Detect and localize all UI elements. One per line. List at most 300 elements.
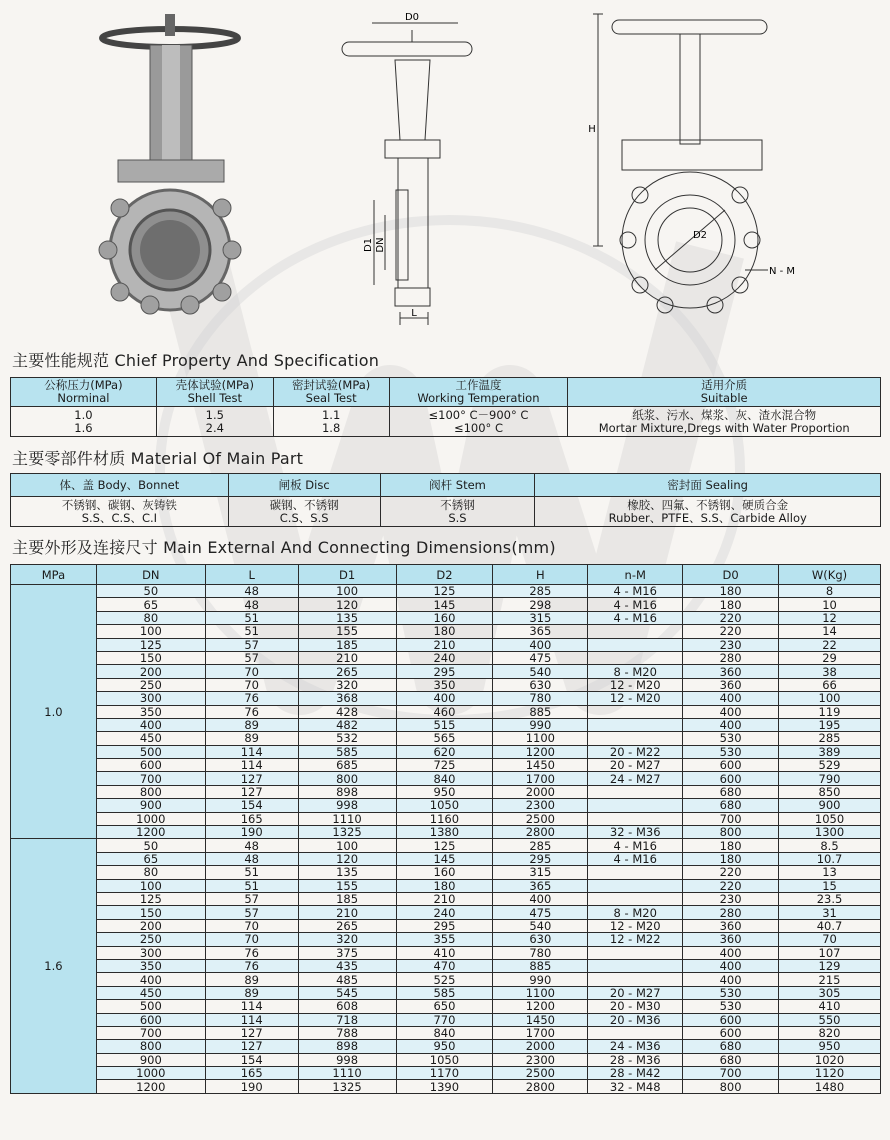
table-cell: 950 [396,1040,493,1053]
table-cell: 165 [205,812,298,825]
table-cell: 460 [396,705,493,718]
table-row [11,866,881,879]
table-cell: 240 [396,906,493,919]
table-cell: 585 [396,986,493,999]
table-cell: 250 [96,933,205,946]
mpa-group-cell: 1.6 [11,839,97,1093]
table-cell: 1160 [396,812,493,825]
table-cell: 565 [396,732,493,745]
table-cell: 1110 [298,1067,396,1080]
table-cell: 89 [205,732,298,745]
table-row [11,839,881,852]
table-cell: 180 [396,879,493,892]
label-d2: D2 [692,230,708,241]
table-row [11,745,881,758]
table-cell: 770 [396,1013,493,1026]
table-cell: 20 - M27 [588,759,683,772]
table-cell: 898 [298,785,396,798]
table-cell: 515 [396,718,493,731]
table-cell: 155 [298,879,396,892]
table-cell: 530 [683,745,779,758]
table-cell: 100 [779,692,881,705]
spec-header-suitable: 适用介质 Suitable [568,378,881,407]
table-cell: 298 [493,598,588,611]
table-row [11,812,881,825]
table-cell: 485 [298,973,396,986]
table-cell: 410 [779,1000,881,1013]
material-table [10,473,881,527]
table-cell: 998 [298,799,396,812]
table-cell [588,785,683,798]
table-cell: 70 [205,919,298,932]
table-cell: 66 [779,678,881,691]
table-cell: 525 [396,973,493,986]
table-cell: 600 [96,759,205,772]
table-cell: 4 - M16 [588,611,683,624]
table-cell: 1380 [396,826,493,839]
table-row [11,906,881,919]
table-cell: 32 - M48 [588,1080,683,1093]
table-cell: 12 [779,611,881,624]
table-cell: 155 [298,625,396,638]
table-row [11,678,881,691]
table-cell: 600 [683,759,779,772]
table-cell: 800 [683,826,779,839]
table-cell: 80 [96,866,205,879]
table-cell: 540 [493,665,588,678]
table-cell: 718 [298,1013,396,1026]
table-cell: 1200 [493,745,588,758]
dimensions-header-cell: n-M [588,565,683,585]
table-cell: 1110 [298,812,396,825]
table-cell: 1100 [493,986,588,999]
table-cell: 630 [493,933,588,946]
label-dn: DN [375,237,386,253]
table-cell: 125 [396,839,493,852]
table-cell: 8.5 [779,839,881,852]
table-cell: 127 [205,1026,298,1039]
table-cell: 48 [205,839,298,852]
table-cell: 24 - M27 [588,772,683,785]
table-cell: 120 [298,852,396,865]
table-cell: 700 [96,1026,205,1039]
table-cell: 230 [683,892,779,905]
table-row [11,933,881,946]
table-cell: 22 [779,638,881,651]
table-cell: 360 [683,678,779,691]
dimensions-header-cell: L [205,565,298,585]
table-cell: 950 [779,1040,881,1053]
dimensions-header-cell: H [493,565,588,585]
table-cell: 190 [205,826,298,839]
table-cell: 400 [683,946,779,959]
table-row [11,705,881,718]
table-cell: 400 [683,705,779,718]
table-row [11,1000,881,1013]
table-cell: 76 [205,705,298,718]
table-cell: 89 [205,718,298,731]
material-sealing: 橡胶、四氟、不锈钢、硬质合金 Rubber、PTFE、S.S、Carbide Alloy [535,497,881,527]
table-cell: 545 [298,986,396,999]
table-cell: 107 [779,946,881,959]
table-cell: 4 - M16 [588,839,683,852]
table-cell: 800 [298,772,396,785]
table-cell: 51 [205,879,298,892]
table-row [11,1026,881,1039]
table-cell: 160 [396,611,493,624]
table-cell: 900 [96,1053,205,1066]
table-cell: 57 [205,906,298,919]
table-cell: 350 [96,959,205,972]
table-cell: 70 [205,678,298,691]
table-cell: 608 [298,1000,396,1013]
table-cell: 600 [683,1026,779,1039]
table-cell: 180 [683,585,779,598]
table-cell: 1050 [396,1053,493,1066]
table-row [11,625,881,638]
table-cell: 100 [96,625,205,638]
table-cell: 100 [298,585,396,598]
table-cell: 89 [205,986,298,999]
table-cell: 120 [298,598,396,611]
table-cell: 800 [683,1080,779,1093]
table-cell: 990 [493,718,588,731]
table-cell: 295 [396,665,493,678]
table-cell: 12 - M20 [588,692,683,705]
table-cell: 114 [205,1000,298,1013]
table-cell: 150 [96,906,205,919]
table-cell: 230 [683,638,779,651]
table-cell: 40.7 [779,919,881,932]
table-cell: 8 - M20 [588,906,683,919]
label-d1: D1 [363,237,374,253]
table-cell: 4 - M16 [588,598,683,611]
table-row [11,772,881,785]
table-cell: 315 [493,611,588,624]
table-cell: 700 [683,1067,779,1080]
table-cell: 600 [683,772,779,785]
table-cell: 300 [96,692,205,705]
table-cell: 350 [96,705,205,718]
table-cell: 127 [205,1040,298,1053]
table-cell: 145 [396,598,493,611]
table-row [11,986,881,999]
label-l: L [411,308,417,319]
table-cell: 530 [683,1000,779,1013]
table-cell: 215 [779,973,881,986]
table-cell: 70 [205,665,298,678]
table-cell: 320 [298,933,396,946]
table-cell: 114 [205,759,298,772]
table-cell: 1100 [493,732,588,745]
table-cell [588,732,683,745]
table-row [11,973,881,986]
dimensions-header-cell: D0 [683,565,779,585]
table-cell [588,866,683,879]
table-cell: 28 - M42 [588,1067,683,1080]
table-cell: 400 [493,892,588,905]
table-cell: 355 [396,933,493,946]
table-cell: 470 [396,959,493,972]
dimensions-header-cell: MPa [11,565,97,585]
table-cell: 70 [779,933,881,946]
dimensions-header-cell: D1 [298,565,396,585]
table-cell: 450 [96,732,205,745]
table-cell: 4 - M16 [588,585,683,598]
spec-shell: 1.5 2.4 [156,407,273,437]
spec-header-shell: 壳体试验(MPa) Shell Test [156,378,273,407]
table-row [11,892,881,905]
table-cell: 210 [396,892,493,905]
table-cell: 29 [779,651,881,664]
spec-header-seal: 密封试验(MPa) Seal Test [273,378,389,407]
table-cell: 1200 [493,1000,588,1013]
drawings-area [0,0,890,340]
table-cell: 127 [205,785,298,798]
mpa-group-cell: 1.0 [11,585,97,839]
table-cell: 15 [779,879,881,892]
table-row [11,692,881,705]
table-cell: 190 [205,1080,298,1093]
table-row [11,826,881,839]
table-cell: 285 [779,732,881,745]
table-cell: 2300 [493,799,588,812]
table-cell: 435 [298,959,396,972]
table-row [11,919,881,932]
table-cell: 195 [779,718,881,731]
table-cell: 365 [493,879,588,892]
material-header-body: 体、盖 Body、Bonnet [11,474,229,497]
dimensions-header-cell: D2 [396,565,493,585]
table-cell: 185 [298,892,396,905]
table-cell: 119 [779,705,881,718]
table-cell: 620 [396,745,493,758]
table-cell: 13 [779,866,881,879]
table-cell [588,959,683,972]
table-cell: 2000 [493,1040,588,1053]
table-cell: 680 [683,1053,779,1066]
table-cell: 885 [493,959,588,972]
table-cell: 428 [298,705,396,718]
table-cell: 220 [683,866,779,879]
table-cell: 1120 [779,1067,881,1080]
table-cell: 600 [683,1013,779,1026]
table-cell: 8 - M20 [588,665,683,678]
table-cell: 725 [396,759,493,772]
spec-nominal: 1.0 1.6 [11,407,157,437]
table-cell: 20 - M27 [588,986,683,999]
table-cell: 4 - M16 [588,852,683,865]
table-cell: 240 [396,651,493,664]
table-cell: 220 [683,879,779,892]
table-cell [588,1026,683,1039]
table-row [11,799,881,812]
table-cell: 2300 [493,1053,588,1066]
dimensions-table [10,564,881,1094]
table-row [11,1067,881,1080]
table-cell: 532 [298,732,396,745]
table-cell: 780 [493,692,588,705]
table-cell: 1050 [779,812,881,825]
table-cell: 305 [779,986,881,999]
table-cell: 585 [298,745,396,758]
table-cell: 840 [396,772,493,785]
table-cell: 180 [683,852,779,865]
table-cell: 23.5 [779,892,881,905]
material-heading: 主要零部件材质 Material Of Main Part [12,449,304,468]
table-cell: 180 [683,598,779,611]
table-cell [588,625,683,638]
table-cell: 850 [779,785,881,798]
table-cell [588,651,683,664]
table-cell: 20 - M22 [588,745,683,758]
table-cell: 125 [96,638,205,651]
label-h: H [588,124,596,135]
spec-temp: ≤100° C－900° C ≤100° C [389,407,568,437]
table-cell: 1050 [396,799,493,812]
table-cell: 530 [683,732,779,745]
table-cell: 57 [205,638,298,651]
table-row [11,718,881,731]
table-cell: 400 [683,692,779,705]
table-cell: 250 [96,678,205,691]
table-cell: 1020 [779,1053,881,1066]
table-cell: 1325 [298,826,396,839]
table-cell: 1325 [298,1080,396,1093]
table-cell: 200 [96,665,205,678]
table-cell: 400 [396,692,493,705]
table-cell: 76 [205,946,298,959]
table-cell: 70 [205,933,298,946]
table-cell: 180 [683,839,779,852]
spec-header-nominal: 公称压力(MPa) Norminal [11,378,157,407]
table-cell [588,705,683,718]
table-cell: 685 [298,759,396,772]
table-cell: 20 - M30 [588,1000,683,1013]
table-cell [588,879,683,892]
table-row [11,732,881,745]
side-section-drawing [342,23,472,325]
table-cell: 482 [298,718,396,731]
table-cell: 8 [779,585,881,598]
material-stem: 不锈钢 S.S [380,497,535,527]
table-cell: 410 [396,946,493,959]
table-cell: 76 [205,959,298,972]
table-cell: 350 [396,678,493,691]
table-cell: 680 [683,1040,779,1053]
table-row [11,879,881,892]
table-cell: 145 [396,852,493,865]
table-cell: 360 [683,933,779,946]
table-cell: 180 [396,625,493,638]
table-cell: 1000 [96,812,205,825]
table-cell: 800 [96,1040,205,1053]
table-cell: 365 [493,625,588,638]
table-cell: 24 - M36 [588,1040,683,1053]
table-cell: 135 [298,611,396,624]
table-cell: 31 [779,906,881,919]
table-cell: 475 [493,651,588,664]
table-cell: 360 [683,919,779,932]
table-cell: 530 [683,986,779,999]
table-cell: 125 [96,892,205,905]
dimensions-header-cell: W(Kg) [779,565,881,585]
table-cell: 900 [96,799,205,812]
table-cell: 154 [205,799,298,812]
table-cell: 300 [96,946,205,959]
table-cell: 280 [683,651,779,664]
table-cell: 210 [396,638,493,651]
table-cell: 400 [683,718,779,731]
table-cell: 680 [683,785,779,798]
table-cell: 185 [298,638,396,651]
table-row [11,611,881,624]
table-cell: 950 [396,785,493,798]
table-cell: 840 [396,1026,493,1039]
table-cell: 135 [298,866,396,879]
table-cell: 375 [298,946,396,959]
table-cell: 630 [493,678,588,691]
table-cell: 129 [779,959,881,972]
table-row [11,638,881,651]
table-cell: 475 [493,906,588,919]
label-nm: N - M [768,266,796,277]
table-cell: 80 [96,611,205,624]
table-cell: 1300 [779,826,881,839]
table-cell: 89 [205,973,298,986]
table-cell: 1480 [779,1080,881,1093]
table-cell: 2800 [493,1080,588,1093]
table-cell: 540 [493,919,588,932]
table-cell: 38 [779,665,881,678]
table-cell: 51 [205,611,298,624]
table-cell: 680 [683,799,779,812]
table-cell: 700 [683,812,779,825]
material-body: 不锈钢、碳钢、灰铸铁 S.S、C.S、C.I [11,497,229,527]
table-cell [588,812,683,825]
table-cell: 220 [683,625,779,638]
table-cell: 2500 [493,1067,588,1080]
table-cell [588,718,683,731]
table-cell: 1450 [493,759,588,772]
table-cell: 1200 [96,1080,205,1093]
table-cell: 700 [96,772,205,785]
table-cell: 820 [779,1026,881,1039]
table-cell: 51 [205,625,298,638]
table-cell: 127 [205,772,298,785]
table-cell: 154 [205,1053,298,1066]
table-cell: 600 [96,1013,205,1026]
dimensions-header-row [11,565,881,585]
label-d0: D0 [404,12,420,23]
table-cell: 780 [493,946,588,959]
table-cell: 1200 [96,826,205,839]
table-cell: 1000 [96,1067,205,1080]
table-cell: 220 [683,611,779,624]
table-row [11,852,881,865]
table-cell [588,799,683,812]
valve-photo [99,14,241,314]
table-cell: 150 [96,651,205,664]
table-row [11,665,881,678]
dimensions-header-cell: DN [96,565,205,585]
table-cell: 14 [779,625,881,638]
spec-table [10,377,881,437]
table-cell: 2800 [493,826,588,839]
table-row [11,1040,881,1053]
table-cell: 20 - M36 [588,1013,683,1026]
material-header-sealing: 密封面 Sealing [535,474,881,497]
